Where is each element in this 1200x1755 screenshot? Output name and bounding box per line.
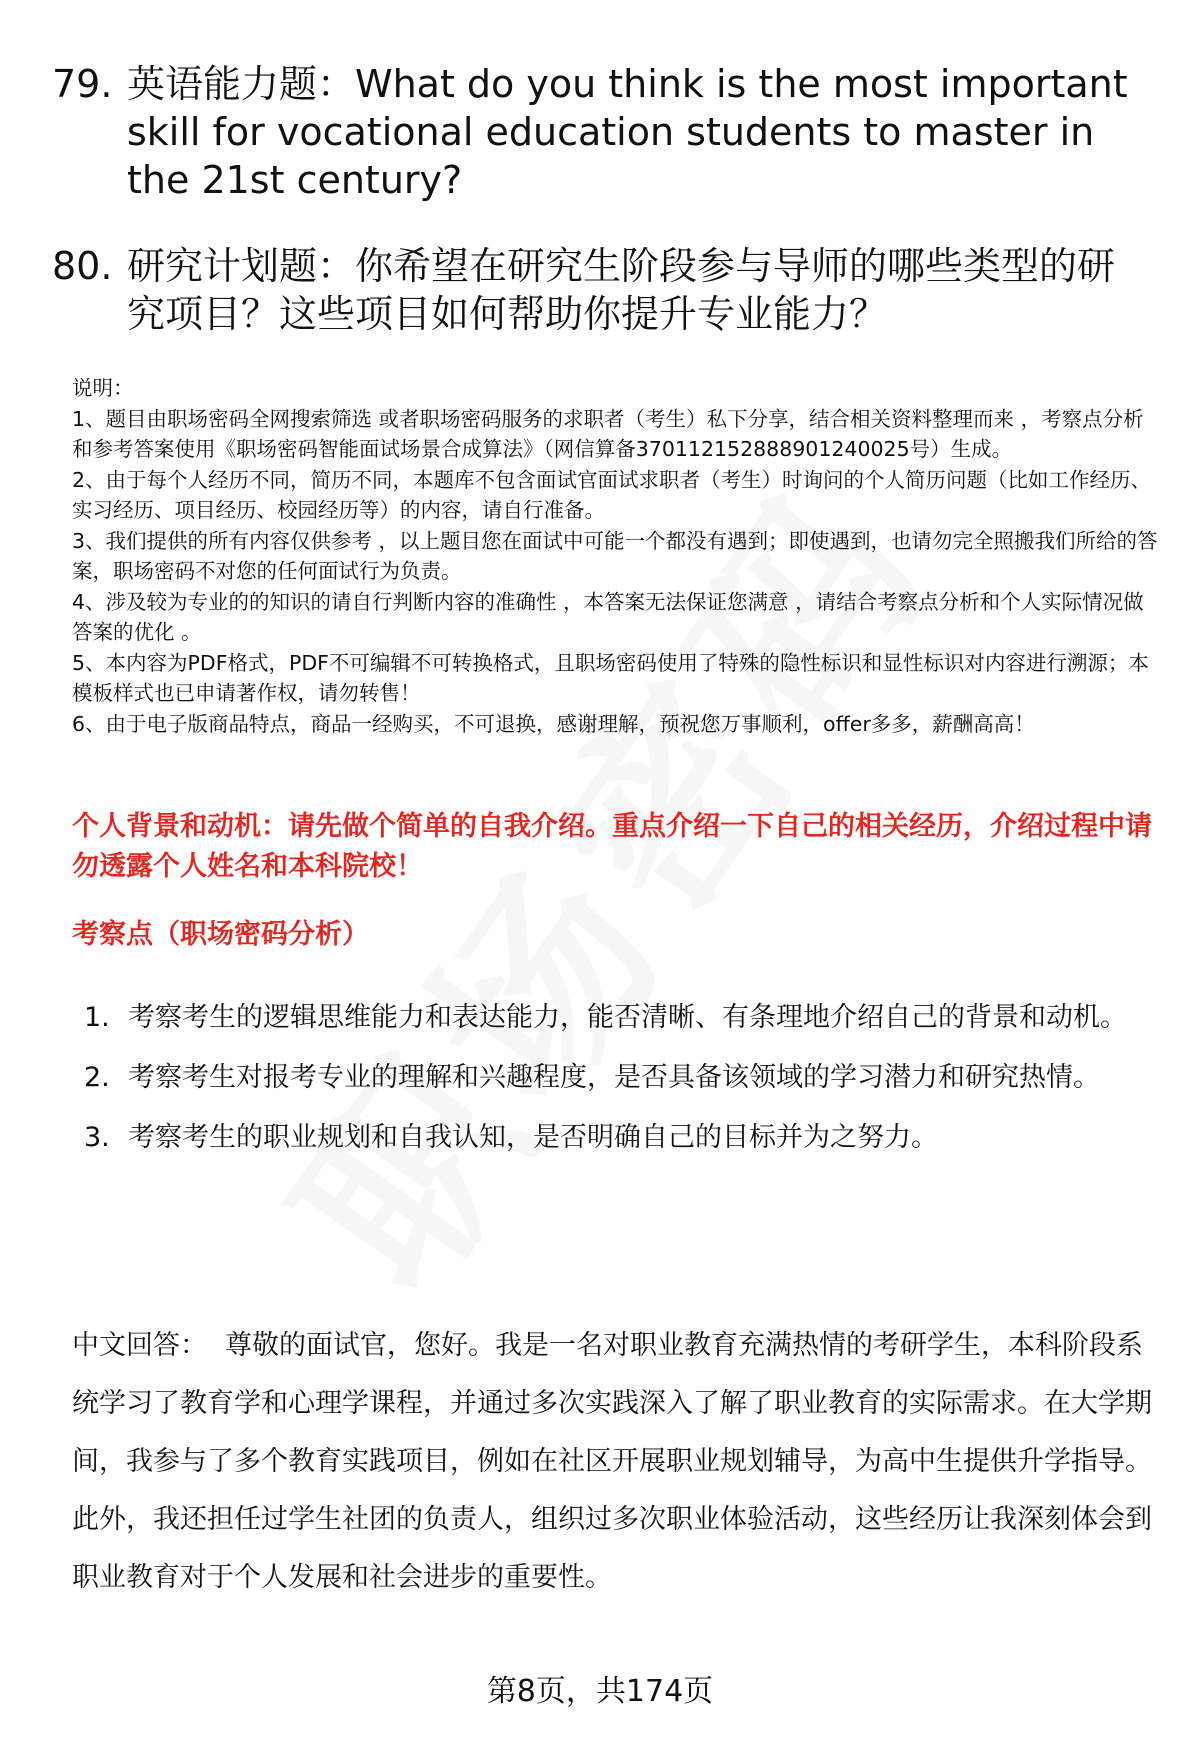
note-item: 2、由于每个人经历不同，简历不同，本题库不包含面试官面试求职者（考生）时询问的个人简历问题（比如工作经历、实习经历、项目经历、校园经历等）的内容，请自行准备。: [72, 467, 1152, 522]
note-item: 4、涉及较为专业的的知识的请自行判断内容的准确性 ，本答案无法保证您满意 ，请结合考察点分析和个人实际情况做答案的优化 。: [72, 589, 1144, 644]
question-number: 80.: [52, 244, 113, 288]
question-number: 79.: [52, 62, 113, 106]
notes-section: [72, 373, 1162, 739]
background-question-heading: 个人背景和动机：请先做个简单的自我介绍。重点介绍一下自己的相关经历，介绍过程中请勿透露个人姓名和本科院校！: [72, 811, 1152, 882]
point-text: 考察考生对报考专业的理解和兴趣程度，是否具备该领域的学习潜力和研究热情。: [128, 1062, 1100, 1093]
note-item: 6、由于电子版商品特点，商品一经购买，不可退换，感谢理解，预祝您万事顺利，offer多多，薪酬高高！: [72, 711, 1035, 736]
analysis-point: [72, 1048, 1152, 1108]
analysis-point: [72, 988, 1152, 1048]
answer-label: 中文回答：: [72, 1330, 207, 1361]
question-text: 研究计划题：你希望在研究生阶段参与导师的哪些类型的研究项目？这些项目如何帮助你提升专业能力？: [127, 244, 1116, 336]
point-number: 2.: [84, 1062, 110, 1093]
point-text: 考察考生的职业规划和自我认知，是否明确自己的目标并为之努力。: [128, 1122, 938, 1153]
note-item: 5、本内容为PDF格式，PDF不可编辑不可转换格式，且职场密码使用了特殊的隐性标识和显性标识对内容进行溯源；本模板样式也已申请著作权，请勿转售！: [72, 650, 1149, 705]
point-text: 考察考生的逻辑思维能力和表达能力，能否清晰、有条理地介绍自己的背景和动机。: [128, 1002, 1127, 1033]
analysis-title: 考察点（职场密码分析）: [72, 919, 369, 950]
note-item: 3、我们提供的所有内容仅供参考 ，以上题目您在面试中可能一个都没有遇到；即使遇到，也请勿完全照搬我们所给的答案，职场密码不对您的任何面试行为负责。: [72, 528, 1158, 583]
note-item: 1、题目由职场密码全网搜索筛选 或者职场密码服务的求职者（考生）私下分享，结合相关资料整理而来 ，考察点分析和参考答案使用《职场密码智能面试场景合成算法》（网信算备370112152888901240025号）生成。: [72, 406, 1144, 461]
notes-title: 说明：: [72, 376, 134, 400]
analysis-points-list: [72, 988, 1152, 1168]
point-number: 3.: [84, 1122, 110, 1153]
question-79: [52, 60, 1152, 204]
question-80: [52, 242, 1152, 338]
point-number: 1.: [84, 1002, 110, 1033]
analysis-point: [72, 1108, 1152, 1168]
answer-text: 尊敬的面试官，您好。我是一名对职业教育充满热情的考研学生，本科阶段系统学习了教育学和心理学课程，并通过多次实践深入了解了职业教育的实际需求。在大学期间，我参与了多个教育实践项目，例如在社区开展职业规划辅导，为高中生提供升学指导。此外，我还担任过学生社团的负责人，组织过多次职业体验活动，这些经历让我深刻体会到职业教育对于个人发展和社会进步的重要性。: [72, 1330, 1152, 1593]
question-text: 英语能力题：What do you think is the most important skill for vocational education students to master in the 21st century?: [127, 62, 1128, 202]
page-footer: 第8页，共174页: [486, 1674, 714, 1709]
answer-paragraph: [72, 1317, 1162, 1607]
